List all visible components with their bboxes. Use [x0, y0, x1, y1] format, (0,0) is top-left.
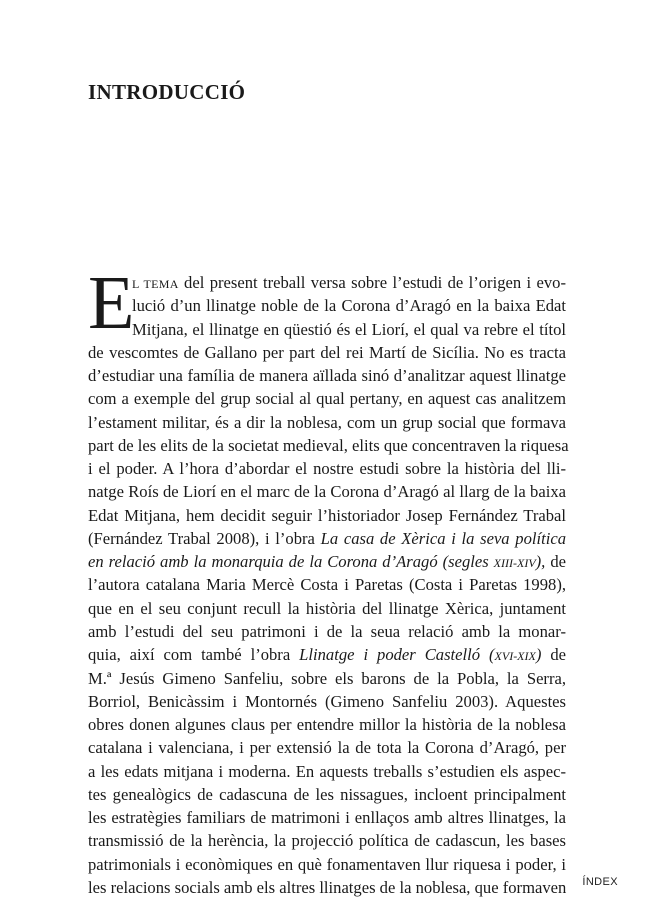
body-line: part de les elits de la societat medieval, elits que concentraven la riquesa: [88, 435, 569, 455]
body-line: les relacions socials amb els altres llinatges de la noblesa, que formaven: [88, 877, 567, 897]
body-line: Edat Mitjana, hem decidit seguir l’historiador Josep Fernández Trabal: [88, 505, 566, 525]
page-title: INTRODUCCIÓ: [88, 80, 246, 104]
drop-cap: E: [88, 261, 135, 345]
body-line: L TEMA del present treball versa sobre l’estudi de l’origen i evo-: [132, 273, 566, 292]
body-line: les estratègies familiars de matrimoni i enllaços amb altres llinatges, la: [88, 808, 566, 828]
body-line: que en el seu conjunt recull la història del llinatge Xèrica, juntament: [88, 598, 566, 618]
body-line: tes genealògics de cadascuna de les nissagues, incloent principalment: [88, 784, 566, 804]
body-line: en relació amb la monarquia de la Corona d’Aragó (segles XIII-XIV), de: [88, 552, 566, 572]
body-line: lució d’un llinatge noble de la Corona d’Aragó en la baixa Edat: [132, 296, 566, 316]
body-line: catalana i valenciana, i per extensió la de tota la Corona d’Aragó, per: [88, 738, 566, 758]
body-paragraph: [88, 271, 569, 899]
index-link[interactable]: ÍNDEX: [582, 876, 618, 888]
body-line: M.ª Jesús Gimeno Sanfeliu, sobre els barons de la Pobla, la Serra,: [88, 668, 566, 688]
body-line: a les edats mitjana i moderna. En aquests treballs s’estudien els aspec-: [88, 761, 566, 781]
body-line: de vescomtes de Gallano per part del rei Martí de Sicília. No es tracta: [88, 342, 566, 362]
body-line: d’estudiar una família de manera aïllada sinó d’analitzar aquest llinatge: [88, 366, 566, 386]
body-line: i el poder. A l’hora d’abordar el nostre estudi sobre la història del lli-: [88, 459, 566, 479]
body-line: transmissió de la herència, la projecció política de cadascun, les bases: [88, 831, 566, 851]
body-line: natge Roís de Liorí en el marc de la Corona d’Aragó al llarg de la baixa: [88, 482, 566, 502]
body-line: amb l’estudi del seu patrimoni i de la seua relació amb la monar-: [88, 621, 566, 641]
body-line: (Fernández Trabal 2008), i l’obra La casa de Xèrica i la seva política: [88, 528, 566, 548]
body-line: Mitjana, el llinatge en qüestió és el Liorí, el qual va rebre el títol: [132, 319, 566, 339]
body-line: com a exemple del grup social al qual pertany, en aquest cas analitzem: [88, 389, 566, 409]
body-line: l’autora catalana Maria Mercè Costa i Paretas (Costa i Paretas 1998),: [88, 575, 566, 595]
body-line: patrimonials i econòmiques en què fonamentaven llur riquesa i poder, i: [88, 854, 566, 874]
body-line: quia, així com també l’obra Llinatge i poder Castelló (XVI-XIX) de: [88, 645, 567, 665]
body-line: obres donen algunes claus per entendre millor la història de la noblesa: [88, 715, 566, 735]
body-line: l’estament militar, és a dir la noblesa, com un grup social que formava: [88, 412, 566, 432]
body-line: Borriol, Benicàssim i Montornés (Gimeno Sanfeliu 2003). Aquestes: [88, 691, 566, 711]
